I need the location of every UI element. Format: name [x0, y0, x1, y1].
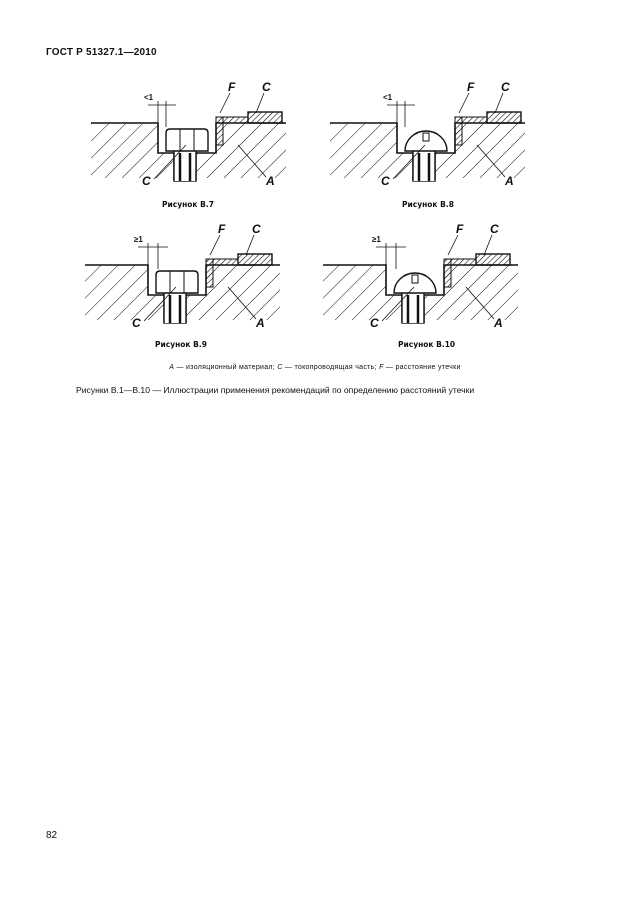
label-a: A	[266, 174, 275, 188]
legend-c-letter: C	[277, 364, 283, 371]
dimension-label: <1	[383, 93, 393, 102]
figure-b8	[325, 78, 535, 198]
figure-b10	[318, 218, 528, 338]
figure-caption-b9: Рисунок В.9	[155, 340, 207, 349]
figure-drawing	[325, 78, 535, 198]
document-header: ГОСТ Р 51327.1—2010	[46, 47, 157, 58]
label-f: F	[218, 222, 226, 236]
figure-title: Рисунки В.1—В.10 — Иллюстрации применения рекомендаций по определению расстояний утечки	[76, 385, 475, 395]
figure-b7	[86, 78, 296, 198]
figure-caption-b10: Рисунок В.10	[398, 340, 456, 349]
dimension-label: ≥1	[134, 235, 143, 244]
legend-a-text: — изоляционный материал;	[174, 364, 278, 371]
label-a: A	[494, 316, 503, 330]
figure-legend	[0, 364, 630, 371]
figure-drawing	[318, 218, 528, 338]
figure-drawing	[86, 78, 296, 198]
figure-caption-b8: Рисунок В.8	[402, 200, 454, 209]
label-c-bottom: C	[142, 174, 151, 188]
legend-f-text: — расстояние утечки	[383, 364, 461, 371]
label-f: F	[228, 80, 236, 94]
label-c-bottom: C	[370, 316, 379, 330]
label-c-top: C	[252, 222, 261, 236]
dimension-label: ≥1	[372, 235, 381, 244]
label-a: A	[505, 174, 514, 188]
page-number: 82	[46, 830, 58, 841]
label-c-bottom: C	[132, 316, 141, 330]
figure-b9	[80, 218, 290, 338]
label-c-top: C	[490, 222, 499, 236]
legend-f-letter: F	[379, 364, 384, 371]
label-f: F	[456, 222, 464, 236]
figure-drawing	[80, 218, 290, 338]
label-c-bottom: C	[381, 174, 390, 188]
legend-a-letter: A	[169, 364, 175, 371]
label-a: A	[256, 316, 265, 330]
dimension-label: <1	[144, 93, 154, 102]
label-c-top: C	[501, 80, 510, 94]
label-f: F	[467, 80, 475, 94]
figure-caption-b7: Рисунок В.7	[162, 200, 214, 209]
legend-c-text: — токопроводящая часть;	[282, 364, 380, 371]
label-c-top: C	[262, 80, 271, 94]
